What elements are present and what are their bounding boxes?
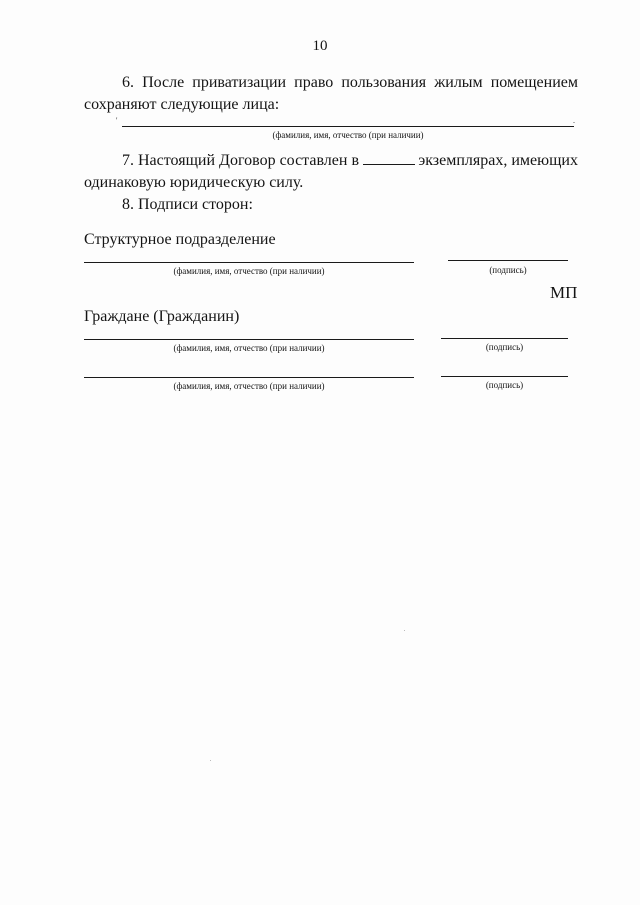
stamp-place: МП (550, 283, 578, 302)
citizen1-fio-line (84, 339, 414, 340)
item6-persons-line (122, 126, 574, 127)
department-sign-caption: (подпись) (489, 265, 527, 275)
item6-fio-caption: (фамилия, имя, отчество (при наличии) (272, 130, 424, 140)
citizen2-sign-caption: (подпись) (485, 380, 524, 390)
citizen2-fio-caption: (фамилия, имя, отчество (при наличии) (173, 381, 325, 391)
item7-line1 (84, 150, 578, 172)
department-fio-caption: (фамилия, имя, отчество (при наличии) (173, 266, 325, 276)
scan-mark: ' (116, 116, 118, 125)
copies-count-blank (363, 150, 415, 165)
citizens-label: Граждане (Гражданин) (84, 308, 240, 325)
item7-text-before: 7. Настоящий Договор составлен в (122, 152, 359, 169)
scan-speck (210, 760, 211, 761)
department-label: Структурное подразделение (84, 231, 276, 248)
scan-speck (404, 630, 405, 631)
department-fio-line (84, 262, 414, 263)
department-sign-line (448, 260, 568, 261)
item7-line2: одинаковую юридическую силу. (84, 174, 304, 191)
item8-heading: 8. Подписи сторон: (122, 196, 253, 213)
scan-dot: . (573, 116, 575, 125)
citizen1-sign-caption: (подпись) (485, 342, 524, 352)
item7-text-after: экземплярах, имеющих (418, 152, 578, 169)
citizen1-fio-caption: (фамилия, имя, отчество (при наличии) (173, 343, 325, 353)
citizen2-sign-line (441, 376, 568, 377)
item6-line1: 6. После приватизации право пользования жилым помещением (122, 74, 578, 91)
page-number: 10 (312, 38, 328, 54)
item6-line2: сохраняют следующие лица: (84, 96, 280, 113)
citizen1-sign-line (441, 338, 568, 339)
citizen2-fio-line (84, 377, 414, 378)
